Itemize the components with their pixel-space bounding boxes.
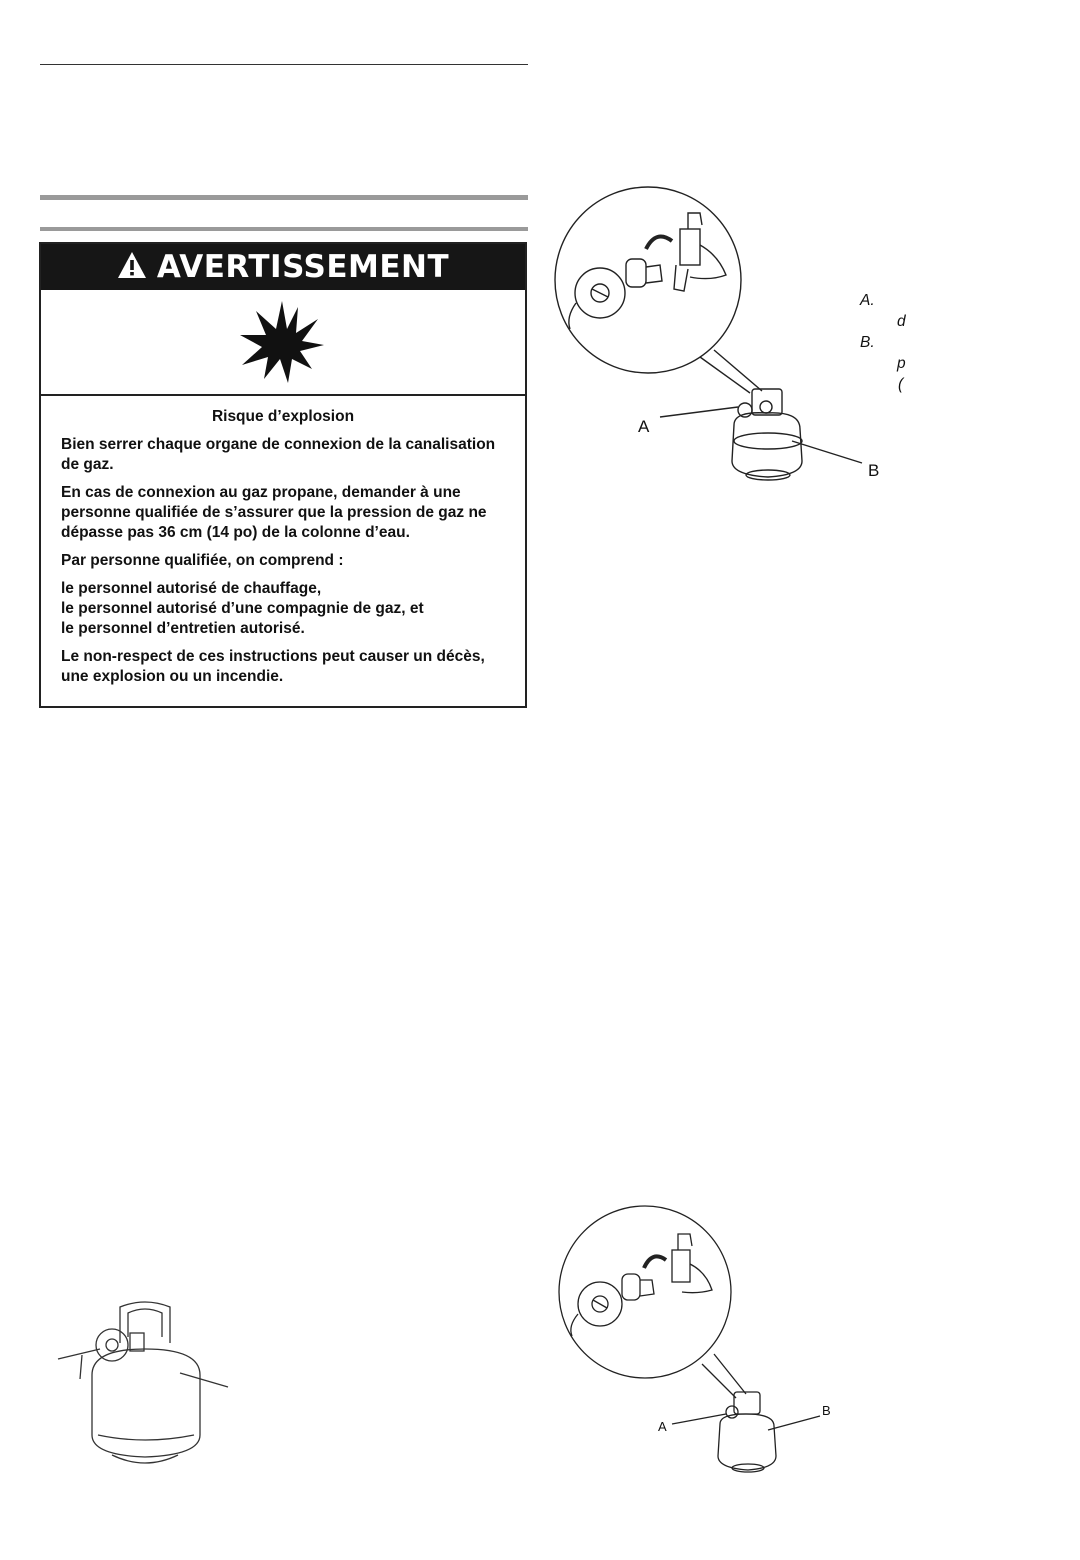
- qualified-line-1: le personnel autorisé de chauffage,: [61, 580, 322, 597]
- legend-b: B.: [860, 334, 875, 351]
- warning-para-4: [61, 579, 505, 639]
- warning-box: [39, 242, 527, 708]
- explosion-icon-area: [41, 290, 525, 396]
- legend-b-text: p: [897, 355, 906, 372]
- section-bar-top: [40, 195, 528, 200]
- fig2-label-b: B: [822, 1403, 831, 1418]
- warning-para-3: Par personne qualifiée, on comprend :: [61, 552, 344, 569]
- warning-para-2: En cas de connexion au gaz propane, demander à une personne qualifiée de s’assurer que la pression de gaz ne dépasse pas 36 cm (14 po) de la colonne d’eau.: [61, 484, 487, 541]
- warning-para-1: Bien serrer chaque organe de connexion de la canalisation de gaz.: [61, 436, 496, 473]
- warning-title: AVERTISSEMENT: [156, 249, 450, 285]
- warning-header: [41, 244, 525, 290]
- qualified-line-3: le personnel d’entretien autorisé.: [61, 620, 305, 637]
- tank-figure-2: [550, 1202, 850, 1482]
- tank-figure-large: [50, 1295, 250, 1475]
- warning-text: [41, 396, 525, 687]
- warning-para-5: Le non-respect de ces instructions peut causer un décès, une explosion ou un incendie.: [61, 648, 485, 685]
- fig2-label-a: A: [658, 1419, 667, 1434]
- legend-b-cont: (: [898, 376, 904, 393]
- fig1-label-b: B: [868, 461, 880, 480]
- section-bar-bottom: [40, 227, 528, 231]
- legend-a-text: d: [897, 313, 906, 330]
- explosion-icon: [238, 299, 328, 385]
- fig1-label-a: A: [638, 417, 650, 436]
- warning-triangle-icon: [117, 251, 147, 284]
- top-rule: [40, 64, 528, 65]
- legend-a: A.: [860, 292, 875, 309]
- warning-risk: Risque d’explosion: [211, 408, 355, 425]
- qualified-line-2: le personnel autorisé d’une compagnie de gaz, et: [61, 600, 424, 617]
